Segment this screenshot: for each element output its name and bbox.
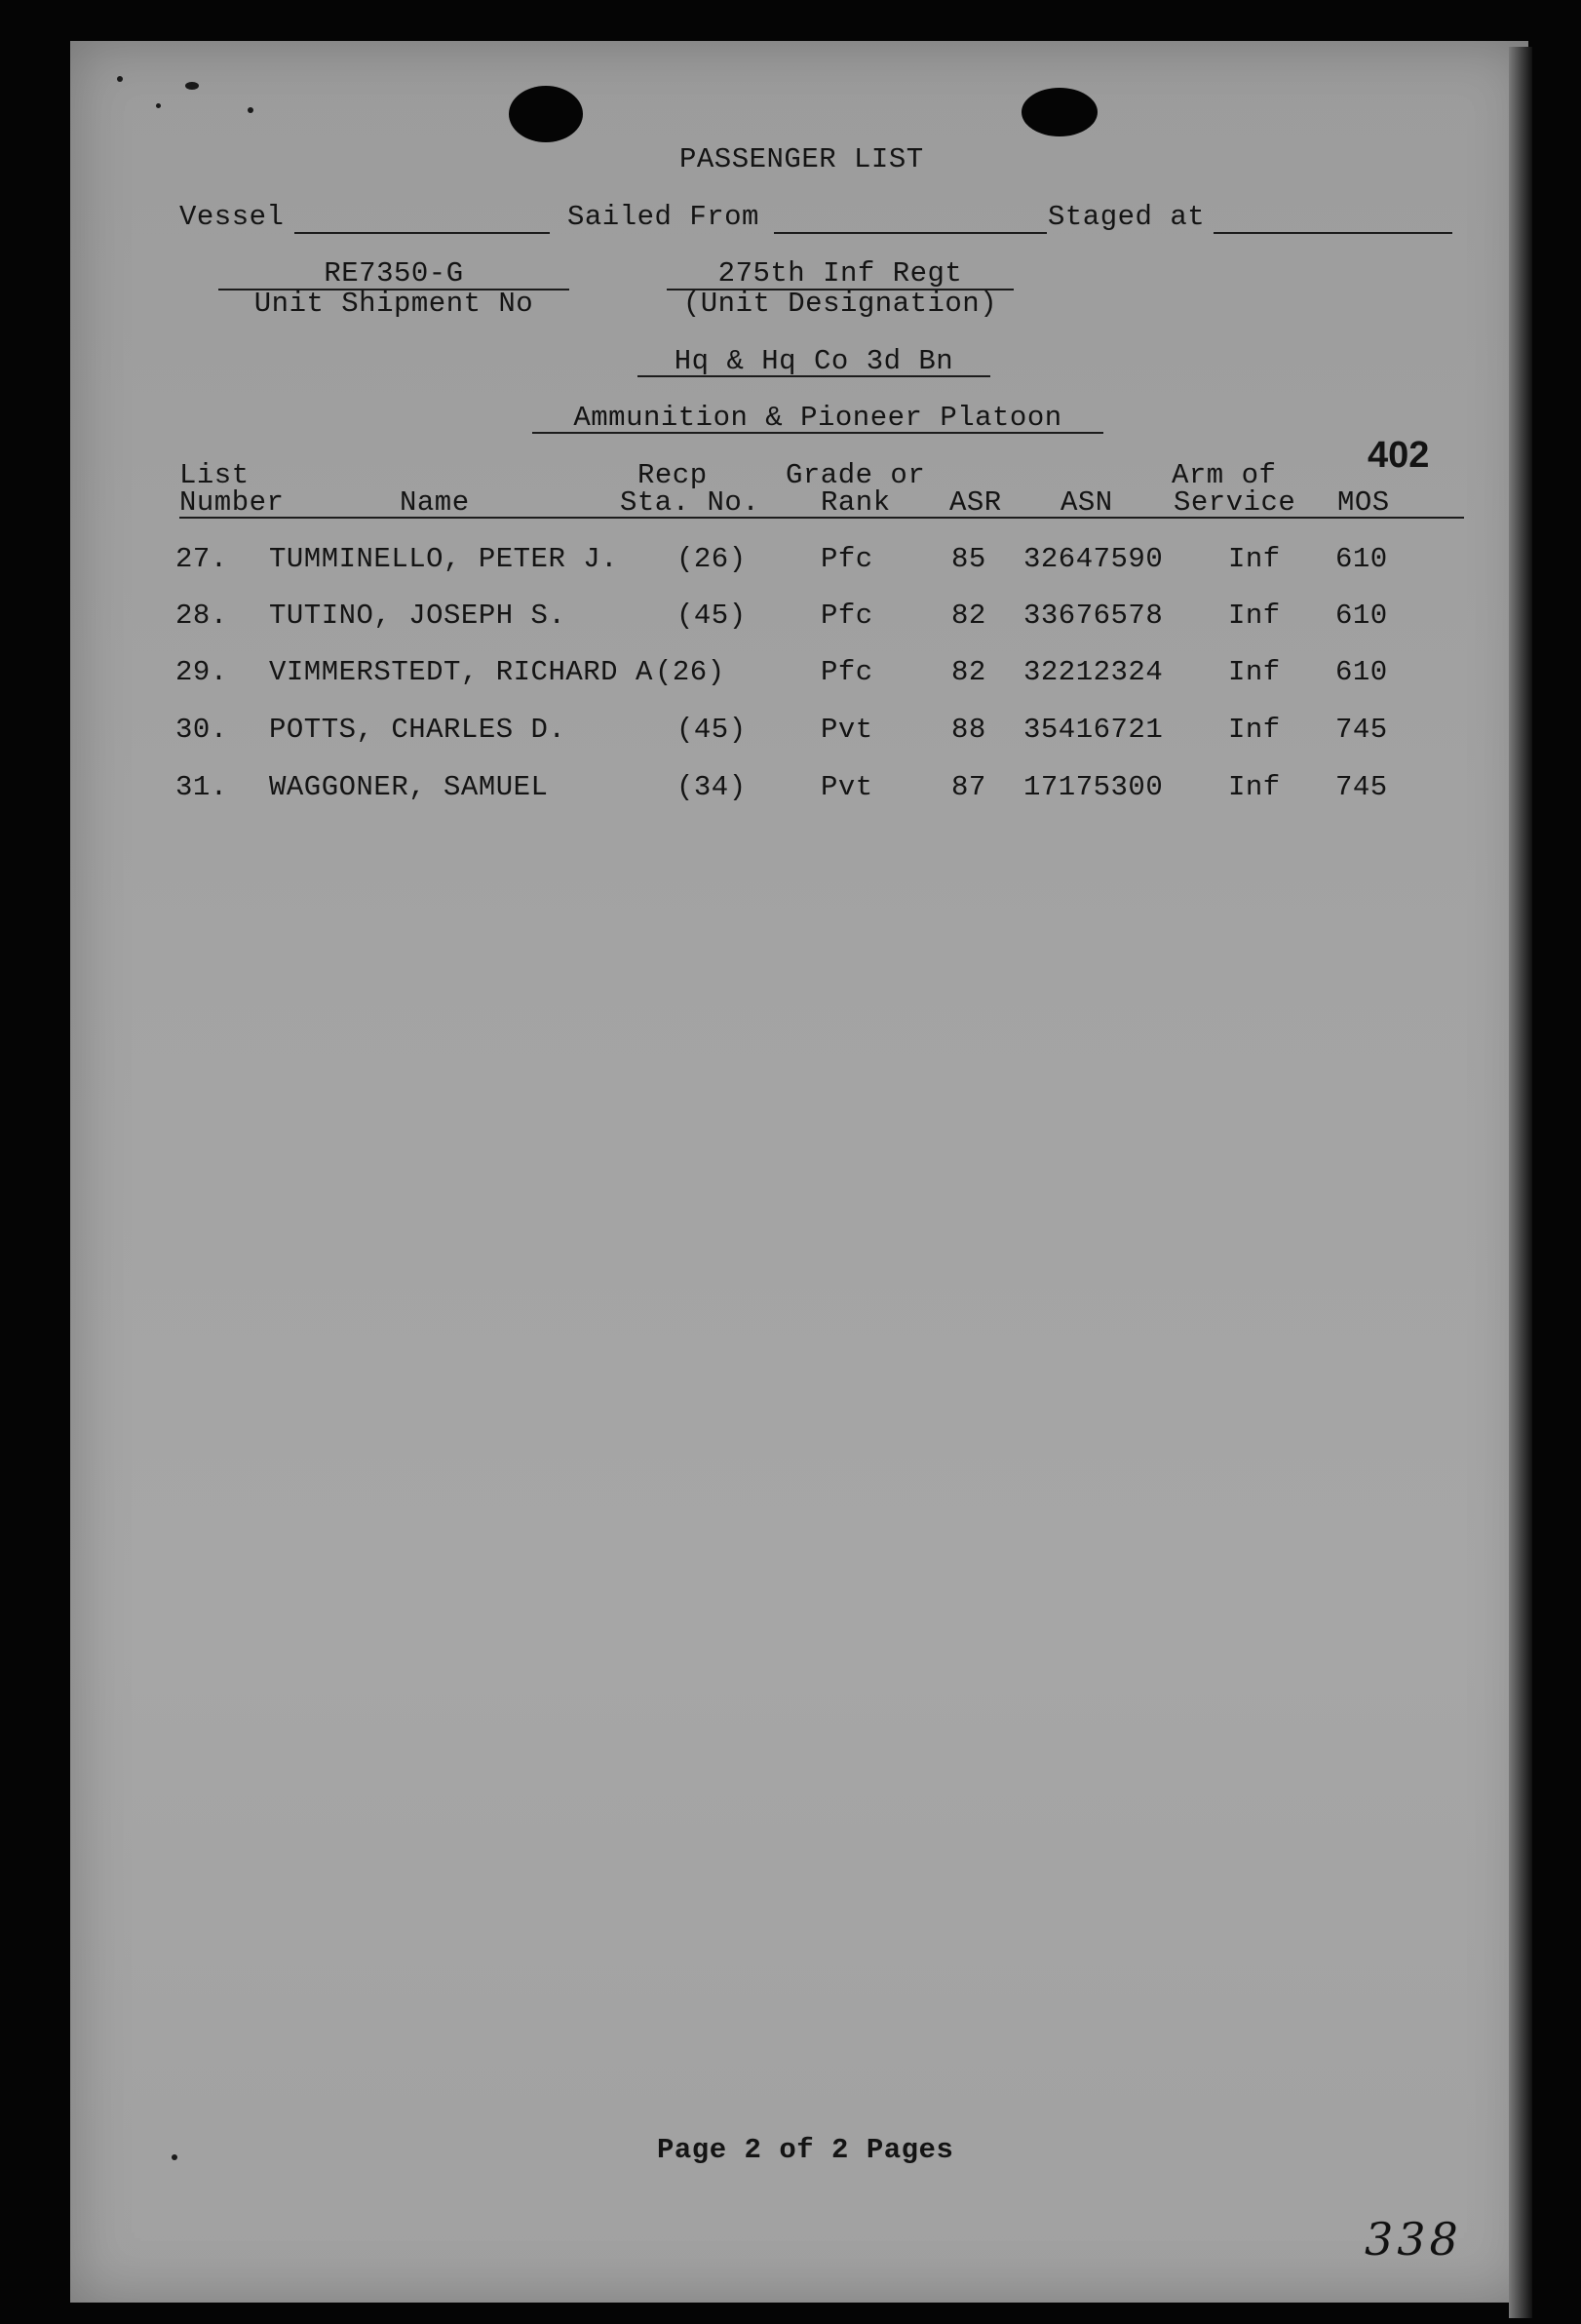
- row-asr: 82: [951, 600, 986, 632]
- header-name: Name: [400, 486, 470, 519]
- platoon-line: [532, 432, 1103, 434]
- row-rank: Pvt: [821, 714, 873, 746]
- vessel-line: [294, 232, 550, 234]
- row-name: VIMMERSTEDT, RICHARD A: [269, 656, 653, 688]
- page-title: PASSENGER LIST: [679, 143, 924, 175]
- row-asr: 82: [951, 656, 986, 688]
- row-arm: Inf: [1228, 600, 1281, 632]
- header-asr: ASR: [949, 486, 1002, 519]
- row-recp: (26): [676, 543, 747, 575]
- row-asr: 85: [951, 543, 986, 575]
- header-rule: [179, 517, 1464, 519]
- row-arm: Inf: [1228, 714, 1281, 746]
- row-mos: 745: [1335, 771, 1388, 803]
- stamp-number: 402: [1368, 435, 1430, 476]
- row-asr: 87: [951, 771, 986, 803]
- row-asn: 17175300: [1023, 771, 1164, 803]
- speck: [185, 82, 199, 90]
- page-footer: Page 2 of 2 Pages: [657, 2134, 954, 2166]
- row-asn: 33676578: [1023, 600, 1164, 632]
- sailed-from-line: [774, 232, 1047, 234]
- row-recp: (34): [676, 771, 747, 803]
- row-rank: Pfc: [821, 543, 873, 575]
- page-edge-shadow: [1509, 47, 1532, 2318]
- designation-value: 275th Inf Regt: [717, 257, 963, 290]
- designation-label: (Unit Designation): [682, 288, 998, 320]
- row-rank: Pfc: [821, 600, 873, 632]
- speck: [248, 107, 253, 113]
- row-asr: 88: [951, 714, 986, 746]
- header-mos: MOS: [1337, 486, 1390, 519]
- header-service: Service: [1174, 486, 1296, 519]
- vessel-label: Vessel: [179, 201, 285, 233]
- row-number: 27.: [175, 543, 228, 575]
- header-rank: Rank: [821, 486, 891, 519]
- row-name: WAGGONER, SAMUEL: [269, 771, 549, 803]
- row-arm: Inf: [1228, 771, 1281, 803]
- speck: [156, 103, 161, 108]
- punch-hole-right: [1022, 88, 1098, 136]
- shipment-label: Unit Shipment No: [253, 288, 534, 320]
- shipment-value: RE7350-G: [324, 257, 464, 290]
- platoon-name: Ammunition & Pioneer Platoon: [573, 402, 1062, 434]
- header-list: List: [179, 459, 250, 491]
- row-name: POTTS, CHARLES D.: [269, 714, 566, 746]
- header-number: Number: [179, 486, 285, 519]
- header-recp: Recp: [637, 459, 708, 491]
- row-number: 31.: [175, 771, 228, 803]
- company-line: [637, 375, 990, 377]
- row-mos: 610: [1335, 656, 1388, 688]
- speck: [117, 76, 123, 82]
- header-asn: ASN: [1060, 486, 1113, 519]
- row-asn: 35416721: [1023, 714, 1164, 746]
- row-mos: 610: [1335, 543, 1388, 575]
- punch-hole-left: [509, 86, 583, 142]
- row-arm: Inf: [1228, 656, 1281, 688]
- row-rank: Pfc: [821, 656, 873, 688]
- document-page: [70, 41, 1528, 2303]
- row-recp: (45): [676, 600, 747, 632]
- row-name: TUTINO, JOSEPH S.: [269, 600, 566, 632]
- header-sta-no: Sta. No.: [620, 486, 760, 519]
- row-recp: (45): [676, 714, 747, 746]
- row-mos: 610: [1335, 600, 1388, 632]
- row-recp: (26): [655, 656, 725, 688]
- row-mos: 745: [1335, 714, 1388, 746]
- company-name: Hq & Hq Co 3d Bn: [674, 345, 954, 377]
- header-arm-of: Arm of: [1172, 459, 1277, 491]
- row-asn: 32212324: [1023, 656, 1164, 688]
- row-asn: 32647590: [1023, 543, 1164, 575]
- row-number: 29.: [175, 656, 228, 688]
- row-number: 28.: [175, 600, 228, 632]
- row-rank: Pvt: [821, 771, 873, 803]
- header-grade: Grade or: [786, 459, 926, 491]
- staged-at-label: Staged at: [1048, 201, 1206, 233]
- staged-at-line: [1214, 232, 1452, 234]
- sailed-from-label: Sailed From: [567, 201, 759, 233]
- row-name: TUMMINELLO, PETER J.: [269, 543, 619, 575]
- speck: [172, 2154, 177, 2160]
- handwritten-number: 338: [1365, 2213, 1462, 2266]
- row-arm: Inf: [1228, 543, 1281, 575]
- row-number: 30.: [175, 714, 228, 746]
